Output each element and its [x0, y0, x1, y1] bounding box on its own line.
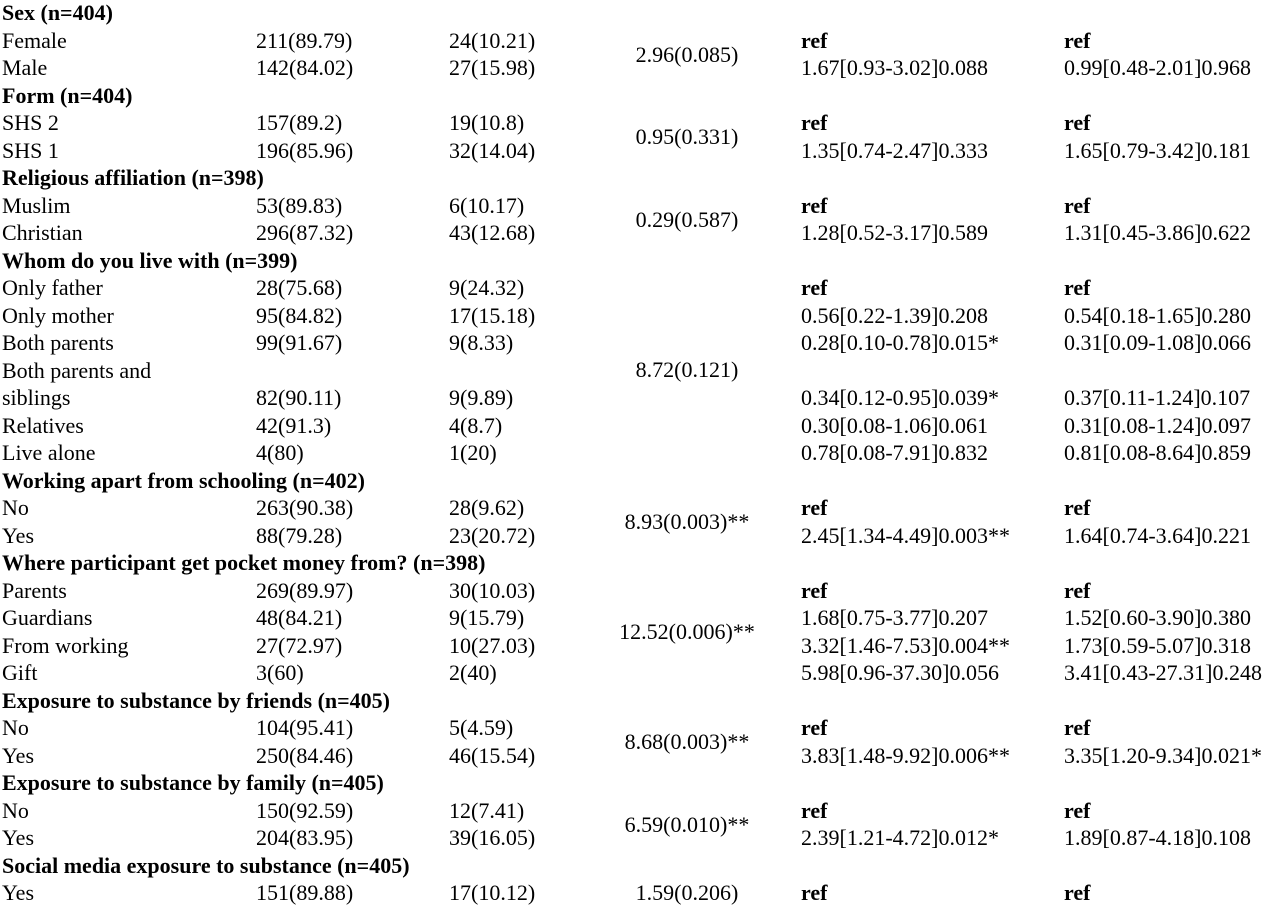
row-label: Guardians [2, 605, 93, 630]
odds-ratio-cell: 0.30[0.08-1.06]0.061 [801, 412, 988, 438]
chi-square-cell: 12.52(0.006)** [619, 618, 755, 644]
row-label: From working [2, 632, 129, 658]
section-header: Exposure to substance by family (n=405) [2, 770, 384, 795]
row-label: siblings [2, 385, 71, 410]
odds-ratio-cell: ref [801, 797, 828, 823]
count-percent-cell: 269(89.97) [256, 577, 354, 603]
row-label: SHS 2 [2, 110, 59, 135]
row-label: Gift [2, 660, 38, 685]
row-label: Only mother [2, 302, 114, 328]
section-header-row [0, 549, 1280, 577]
count-percent-cell: 99(91.67) [256, 330, 343, 355]
count-percent-cell: 3(60) [256, 660, 304, 685]
adjusted-odds-ratio-cell: ref [1064, 880, 1091, 905]
row-label: Only father [2, 275, 103, 300]
adjusted-odds-ratio-cell: 3.35[1.20-9.34]0.021* [1064, 742, 1262, 768]
section-header: Where participant get pocket money from? (n=398) [2, 550, 486, 575]
count-percent-cell: 1(20) [449, 440, 497, 465]
count-percent-cell: 28(9.62) [449, 495, 525, 520]
adjusted-odds-ratio-cell: 1.64[0.74-3.64]0.221 [1064, 522, 1251, 548]
adjusted-odds-ratio-cell: ref [1064, 110, 1091, 135]
count-percent-cell: 12(7.41) [449, 797, 525, 823]
count-percent-cell: 32(14.04) [449, 137, 536, 163]
count-percent-cell: 28(75.68) [256, 275, 343, 300]
count-percent-cell: 43(12.68) [449, 220, 536, 245]
adjusted-odds-ratio-cell: 0.54[0.18-1.65]0.280 [1064, 302, 1251, 328]
count-percent-cell: 151(89.88) [256, 880, 354, 905]
row-label: Live alone [2, 440, 96, 465]
adjusted-odds-ratio-cell: ref [1064, 577, 1091, 603]
count-percent-cell: 4(80) [256, 440, 304, 465]
adjusted-odds-ratio-cell: ref [1064, 275, 1091, 300]
odds-ratio-cell: 2.45[1.34-4.49]0.003** [801, 522, 1010, 548]
chi-square-cell: 0.95(0.331) [635, 124, 739, 149]
odds-ratio-cell: 3.32[1.46-7.53]0.004** [801, 632, 1010, 658]
count-percent-cell: 30(10.03) [449, 577, 536, 603]
section-header: Social media exposure to substance (n=405) [2, 852, 410, 878]
row-label: Christian [2, 220, 83, 245]
row-label: Parents [2, 577, 67, 603]
odds-ratio-cell: ref [801, 495, 828, 520]
row-label: Muslim [2, 192, 71, 218]
count-percent-cell: 23(20.72) [449, 522, 536, 548]
row-label: Male [2, 55, 48, 80]
count-percent-cell: 6(10.17) [449, 192, 525, 218]
odds-ratio-cell: ref [801, 880, 828, 905]
row-label: Both parents and [2, 357, 152, 383]
odds-ratio-cell: 2.39[1.21-4.72]0.012* [801, 825, 999, 850]
count-percent-cell: 27(15.98) [449, 55, 536, 80]
count-percent-cell: 250(84.46) [256, 742, 354, 768]
count-percent-cell: 17(15.18) [449, 302, 536, 328]
count-percent-cell: 95(84.82) [256, 302, 343, 328]
section-header: Working apart from schooling (n=402) [2, 467, 365, 493]
row-label: SHS 1 [2, 137, 59, 163]
adjusted-odds-ratio-cell: 0.31[0.08-1.24]0.097 [1064, 412, 1251, 438]
section-header-row [0, 0, 1280, 27]
count-percent-cell: 53(89.83) [256, 192, 343, 218]
adjusted-odds-ratio-cell: ref [1064, 192, 1091, 218]
row-label: No [2, 797, 29, 823]
count-percent-cell: 4(8.7) [449, 412, 503, 438]
adjusted-odds-ratio-cell: ref [1064, 27, 1091, 53]
odds-ratio-cell: 0.34[0.12-0.95]0.039* [801, 385, 999, 410]
count-percent-cell: 150(92.59) [256, 797, 354, 823]
count-percent-cell: 82(90.11) [256, 385, 342, 410]
count-percent-cell: 39(16.05) [449, 825, 536, 850]
count-percent-cell: 9(15.79) [449, 605, 525, 630]
section-header-row [0, 769, 1280, 797]
section-header: Religious affiliation (n=398) [2, 165, 264, 190]
adjusted-odds-ratio-cell: ref [1064, 715, 1091, 740]
count-percent-cell: 104(95.41) [256, 715, 354, 740]
odds-ratio-cell: ref [801, 275, 828, 300]
count-percent-cell: 88(79.28) [256, 522, 343, 548]
odds-ratio-cell: 1.68[0.75-3.77]0.207 [801, 605, 988, 630]
odds-ratio-cell: ref [801, 110, 828, 135]
adjusted-odds-ratio-cell: 1.31[0.45-3.86]0.622 [1064, 220, 1251, 245]
chi-square-cell: 8.68(0.003)** [624, 729, 750, 754]
count-percent-cell: 263(90.38) [256, 495, 354, 520]
odds-ratio-cell: ref [801, 192, 828, 218]
odds-ratio-cell: 1.35[0.74-2.47]0.333 [801, 137, 988, 163]
count-percent-cell: 142(84.02) [256, 55, 354, 80]
count-percent-cell: 2(40) [449, 660, 497, 685]
row-label: Both parents [2, 330, 114, 355]
row-label: No [2, 715, 29, 740]
odds-ratio-cell: 3.83[1.48-9.92]0.006** [801, 742, 1010, 768]
section-header: Exposure to substance by friends (n=405) [2, 687, 391, 713]
adjusted-odds-ratio-cell: 1.89[0.87-4.18]0.108 [1064, 825, 1251, 850]
adjusted-odds-ratio-cell: ref [1064, 495, 1091, 520]
section-header-row [0, 247, 1280, 275]
odds-ratio-cell: ref [801, 715, 828, 740]
count-percent-cell: 196(85.96) [256, 137, 354, 163]
odds-ratio-cell: 5.98[0.96-37.30]0.056 [801, 660, 999, 685]
odds-ratio-cell: 1.67[0.93-3.02]0.088 [801, 55, 988, 80]
count-percent-cell: 19(10.8) [449, 110, 525, 135]
section-header: Whom do you live with (n=399) [2, 247, 298, 273]
chi-square-cell: 1.59(0.206) [635, 880, 739, 905]
row-label: Female [2, 27, 67, 53]
chi-square-cell: 8.93(0.003)** [624, 509, 750, 534]
odds-ratio-cell: 0.56[0.22-1.39]0.208 [801, 302, 988, 328]
adjusted-odds-ratio-cell: 0.81[0.08-8.64]0.859 [1064, 440, 1251, 465]
section-header-row [0, 687, 1280, 715]
count-percent-cell: 157(89.2) [256, 110, 343, 135]
count-percent-cell: 296(87.32) [256, 220, 354, 245]
section-header-row [0, 467, 1280, 495]
section-header: Sex (n=404) [2, 0, 113, 25]
chi-square-cell: 0.29(0.587) [635, 206, 739, 232]
odds-ratio-cell: ref [801, 27, 828, 53]
section-header-row [0, 164, 1280, 192]
adjusted-odds-ratio-cell: ref [1064, 797, 1091, 823]
count-percent-cell: 204(83.95) [256, 825, 354, 850]
count-percent-cell: 46(15.54) [449, 742, 536, 768]
count-percent-cell: 48(84.21) [256, 605, 343, 630]
chi-square-cell: 2.96(0.085) [635, 41, 739, 67]
chi-square-cell: 8.72(0.121) [635, 357, 739, 382]
section-header-row [0, 82, 1280, 110]
odds-ratio-cell: 0.78[0.08-7.91]0.832 [801, 440, 988, 465]
count-percent-cell: 10(27.03) [449, 632, 536, 658]
row-label: Relatives [2, 412, 84, 438]
row-label: No [2, 495, 29, 520]
row-label: Yes [2, 880, 35, 905]
count-percent-cell: 17(10.12) [449, 880, 536, 905]
odds-ratio-cell: 1.28[0.52-3.17]0.589 [801, 220, 988, 245]
section-header-row [0, 852, 1280, 880]
count-percent-cell: 211(89.79) [256, 27, 353, 53]
count-percent-cell: 9(8.33) [449, 330, 514, 355]
count-percent-cell: 24(10.21) [449, 27, 536, 53]
row-label: Yes [2, 825, 35, 850]
count-percent-cell: 9(24.32) [449, 275, 525, 300]
adjusted-odds-ratio-cell: 1.52[0.60-3.90]0.380 [1064, 605, 1251, 630]
odds-ratio-cell: 0.28[0.10-0.78]0.015* [801, 330, 999, 355]
count-percent-cell: 9(9.89) [449, 385, 514, 410]
adjusted-odds-ratio-cell: 1.65[0.79-3.42]0.181 [1064, 137, 1251, 163]
row-label: Yes [2, 522, 35, 548]
count-percent-cell: 5(4.59) [449, 715, 514, 740]
row-label: Yes [2, 742, 35, 768]
count-percent-cell: 27(72.97) [256, 632, 343, 658]
adjusted-odds-ratio-cell: 0.37[0.11-1.24]0.107 [1064, 385, 1251, 410]
odds-ratio-cell: ref [801, 577, 828, 603]
adjusted-odds-ratio-cell: 1.73[0.59-5.07]0.318 [1064, 632, 1251, 658]
section-header: Form (n=404) [2, 82, 133, 108]
adjusted-odds-ratio-cell: 3.41[0.43-27.31]0.248 [1064, 660, 1262, 685]
adjusted-odds-ratio-cell: 0.31[0.09-1.08]0.066 [1064, 330, 1251, 355]
adjusted-odds-ratio-cell: 0.99[0.48-2.01]0.968 [1064, 55, 1251, 80]
count-percent-cell: 42(91.3) [256, 412, 332, 438]
chi-square-cell: 6.59(0.010)** [624, 811, 750, 837]
